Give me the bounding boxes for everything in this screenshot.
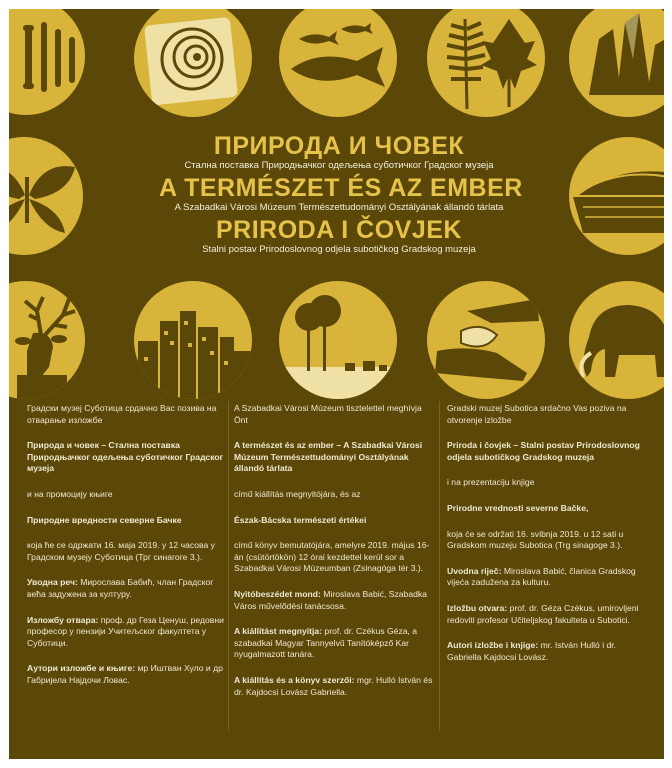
opens-label: Izložbu otvara: <box>447 602 508 613</box>
intro-text: A Szabadkai Városi Múzeum tisztelettel meghívja Önt <box>234 403 422 425</box>
subtitle-hungarian: A Szabadkai Városi Múzeum Természettudományi Osztályának állandó tárlata <box>174 202 504 213</box>
title-block <box>159 132 523 256</box>
opening-label: Уводна реч: <box>27 577 78 588</box>
fern-and-leaf-illustration <box>427 9 545 117</box>
column-divider <box>228 401 229 731</box>
opening-label: Nyitóbeszédet mond: <box>234 588 321 599</box>
exhibition-name: Priroda i čovjek – Stalni postav Prirodoslovnog odjela subotičkog Gradskog muzeja <box>447 440 640 462</box>
opened-by <box>447 603 652 626</box>
opening-speech <box>447 566 652 589</box>
intro-text: Градски музеј Суботица срдачно Вас позива на отварање изложбе <box>27 403 217 425</box>
opens-text: проф. др Геза Ценуш, редовни професор у пензији Учитељског факултета у Суботици. <box>27 614 224 648</box>
title-serbian: ПРИРОДА И ЧОВЕК <box>213 132 465 160</box>
authors <box>27 663 227 686</box>
opening-label: Uvodna riječ: <box>447 565 502 576</box>
promo-text: i na prezentaciju knjige <box>447 477 535 488</box>
city-night-illustration <box>134 281 252 399</box>
column-croatian <box>447 403 652 677</box>
forest-stumps-illustration <box>279 281 397 399</box>
mammoth-illustration <box>569 281 664 399</box>
exhibition-name: A természet és az ember – A Szabadkai Városi Múzeum Természettudományi Osztályának állandó tárlata <box>234 440 423 474</box>
authors-label: A kiállítás és a könyv szerzői: <box>234 674 355 685</box>
opens-label: A kiállítást megnyitja: <box>234 626 323 637</box>
ark-boat-illustration <box>569 137 664 255</box>
invitation-poster <box>9 9 664 759</box>
column-hungarian <box>234 403 434 712</box>
ammonite-fossil-illustration <box>134 9 252 117</box>
event-details: koja će se održati 16. svibnja 2019. u 12 sati u Gradskom muzeju Subotica (Trg sinagoge 3.). <box>447 528 624 551</box>
promo-text: című kiállítás megnyitójára, és az <box>234 488 361 499</box>
event-details: című könyv bemutatójára, amelyre 2019. május 16-án (csütörtökön) 12 órai kezdettel kerül sor a Szabadkai Városi Múzeumban (Zsinagóga tér 3.). <box>234 540 430 574</box>
authors-text: mgr. Hulló István és dr. Kajdocsi Lovász Gabriella. <box>234 674 433 697</box>
authors-text: мр Иштван Хуло и др Габријела Најдочи Ловас. <box>27 663 223 685</box>
subtitle-serbian: Стална поставка Природњачког одељења суботичког Градског музеја <box>184 160 494 171</box>
authors-text: mr. István Hulló i dr. Gabriella Kajdocsi Lovász. <box>447 640 617 662</box>
promo-text: и на промоцију књиге <box>27 488 113 499</box>
column-serbian <box>27 403 227 701</box>
bones-illustration <box>9 9 85 115</box>
subtitle-croatian: Stalni postav Prirodoslovnog odjela subotičkog Gradskog muzeja <box>202 244 476 255</box>
intro-text: Gradski muzej Subotica srdačno Vas poziva na otvorenje izložbe <box>447 403 627 425</box>
column-divider <box>439 401 440 731</box>
title-hungarian: A TERMÉSZET ÉS AZ EMBER <box>159 174 523 202</box>
opening-speech <box>27 577 227 600</box>
book-title: Prirodne vrednosti severne Bačke, <box>447 502 589 513</box>
opened-by <box>234 626 434 661</box>
authors <box>234 675 434 698</box>
book-title: Природне вредности северне Бачке <box>27 514 182 525</box>
authors-label: Аутори изложбе и књиге: <box>27 663 136 674</box>
title-croatian: PRIRODA I ČOVJEK <box>215 216 462 244</box>
authors-label: Autori izložbe i knjige: <box>447 640 539 651</box>
event-details: која ће се одржати 16. маја 2019. у 12 часова у Градском музеју Суботица (Трг синагоге 3.). <box>27 540 215 562</box>
opened-by <box>27 615 227 650</box>
opening-text: Miroslava Babić, Szabadka Város művelődési tanácsosa. <box>234 588 427 611</box>
opening-text: Мирослава Бабић, члан Градског већа задужена за културу. <box>27 577 214 599</box>
opens-text: prof. dr. Géza Czékus, umirovljeni redoviti profesor Učiteljskog fakulteta u Subotici. <box>447 602 639 625</box>
opening-text: Miroslava Babić, članica Gradskog vijeća zadužena za kulturu. <box>447 565 636 588</box>
opening-speech <box>234 589 434 612</box>
opens-label: Изложбу отвара: <box>27 614 99 625</box>
hands-leaf-illustration <box>427 281 545 399</box>
crystals-illustration <box>569 9 664 117</box>
book-title: Észak-Bácska természeti értékei <box>234 514 367 525</box>
authors <box>447 640 652 663</box>
exhibition-name: Природа и човек – Стална поставка Природњачког одељења суботичког Градског музеја <box>27 440 224 474</box>
opens-text: prof. dr. Czékus Géza, a szabadkai Magyar Tannyelvű Tanítóképző Kar nyugalmazott tanára. <box>234 626 418 660</box>
fish-illustration <box>279 9 397 117</box>
butterfly-illustration <box>9 137 83 255</box>
deer-illustration <box>9 281 85 399</box>
